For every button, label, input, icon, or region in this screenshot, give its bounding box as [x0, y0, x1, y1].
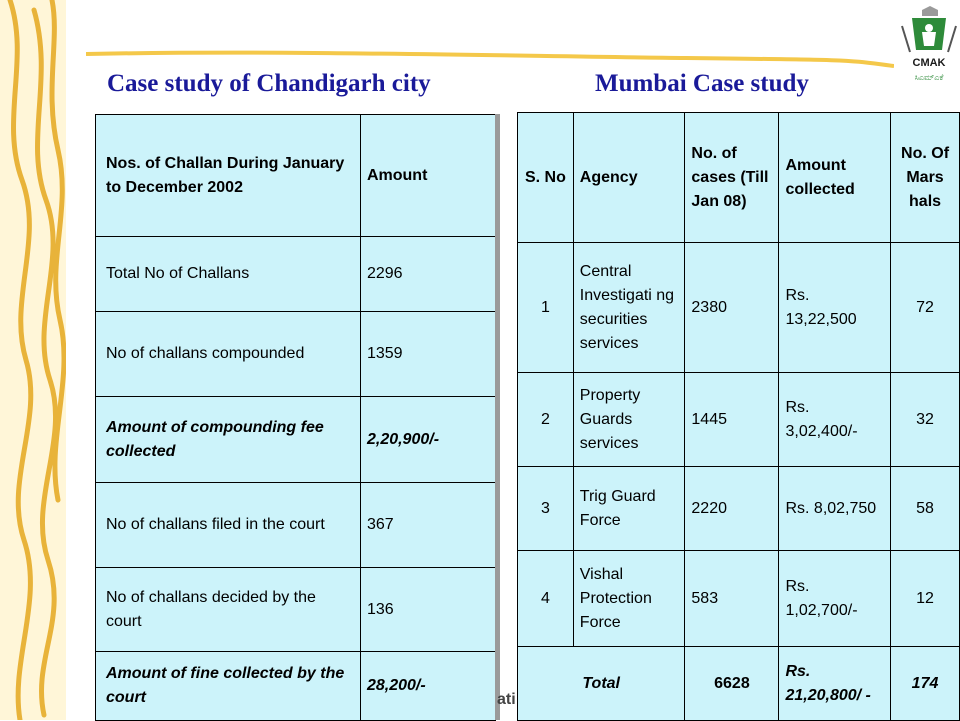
header-cell-agency: Agency: [573, 113, 685, 243]
cell-agency: Property Guards services: [573, 373, 685, 467]
cell-amount: Rs. 8,02,750: [779, 467, 891, 551]
row-label: No of challans decided by the court: [96, 568, 361, 652]
table-row: [96, 397, 496, 483]
header-cell-marshals: No. Of Mars hals: [891, 113, 960, 243]
cell-sno: 3: [518, 467, 574, 551]
cell-sno: 1: [518, 243, 574, 373]
header-cell-sno: S. No: [518, 113, 574, 243]
cell-cases: 1445: [685, 373, 779, 467]
row-value: 1359: [360, 312, 495, 397]
cell-cases: 2220: [685, 467, 779, 551]
table-row: [96, 312, 496, 397]
row-label: No of challans filed in the court: [96, 483, 361, 568]
table-row: [518, 373, 960, 467]
table-row: [96, 237, 496, 312]
cell-sno: 2: [518, 373, 574, 467]
table-header-row: [518, 113, 960, 243]
header-cell-cases: No. of cases (Till Jan 08): [685, 113, 779, 243]
cell-cases: 2380: [685, 243, 779, 373]
table-total-row: [518, 647, 960, 721]
cell-amount: Rs. 1,02,700/-: [779, 551, 891, 647]
cell-agency: Trig Guard Force: [573, 467, 685, 551]
cell-marshals: 32: [891, 373, 960, 467]
header-cell-amount: Amount: [360, 115, 495, 237]
cmak-logo-icon: [900, 6, 958, 90]
decorative-left-band: [0, 0, 66, 720]
header-cell-challans: Nos. of Challan During January to December 2002: [96, 115, 361, 237]
cell-amount: Rs. 13,22,500: [779, 243, 891, 373]
cell-marshals: 12: [891, 551, 960, 647]
row-value: 28,200/-: [360, 652, 495, 721]
cell-agency: Central Investigati ng securities services: [573, 243, 685, 373]
table-row: [96, 652, 496, 721]
row-value: 367: [360, 483, 495, 568]
cell-marshals: 72: [891, 243, 960, 373]
total-cases: 6628: [685, 647, 779, 721]
total-amount: Rs. 21,20,800/ -: [779, 647, 891, 721]
table-row: [96, 568, 496, 652]
chandigarh-challan-table: [95, 114, 496, 721]
row-label: No of challans compounded: [96, 312, 361, 397]
table-row: [518, 243, 960, 373]
cell-agency: Vishal Protection Force: [573, 551, 685, 647]
row-value: 136: [360, 568, 495, 652]
table-shadow: [495, 114, 500, 720]
row-value: 2,20,900/-: [360, 397, 495, 483]
row-label: Amount of compounding fee collected: [96, 397, 361, 483]
row-value: 2296: [360, 237, 495, 312]
logo-subtext: ಸಿಎಮ್ಎಕೆ: [914, 73, 944, 82]
header-cell-amount: Amount collected: [779, 113, 891, 243]
cell-amount: Rs. 3,02,400/-: [779, 373, 891, 467]
table-header-row: [96, 115, 496, 237]
cell-sno: 4: [518, 551, 574, 647]
table-row: [96, 483, 496, 568]
table-row: [518, 467, 960, 551]
cell-cases: 583: [685, 551, 779, 647]
chandigarh-title: Case study of Chandigarh city: [107, 70, 431, 97]
row-label: Total No of Challans: [96, 237, 361, 312]
cell-marshals: 58: [891, 467, 960, 551]
row-label: Amount of fine collected by the court: [96, 652, 361, 721]
total-marshals: 174: [891, 647, 960, 721]
footer-fragment: ati: [497, 691, 516, 708]
table-row: [518, 551, 960, 647]
total-label: Total: [518, 647, 685, 721]
mumbai-title: Mumbai Case study: [595, 70, 809, 97]
mumbai-agency-table: [517, 112, 960, 721]
logo-text: CMAK: [912, 57, 946, 69]
